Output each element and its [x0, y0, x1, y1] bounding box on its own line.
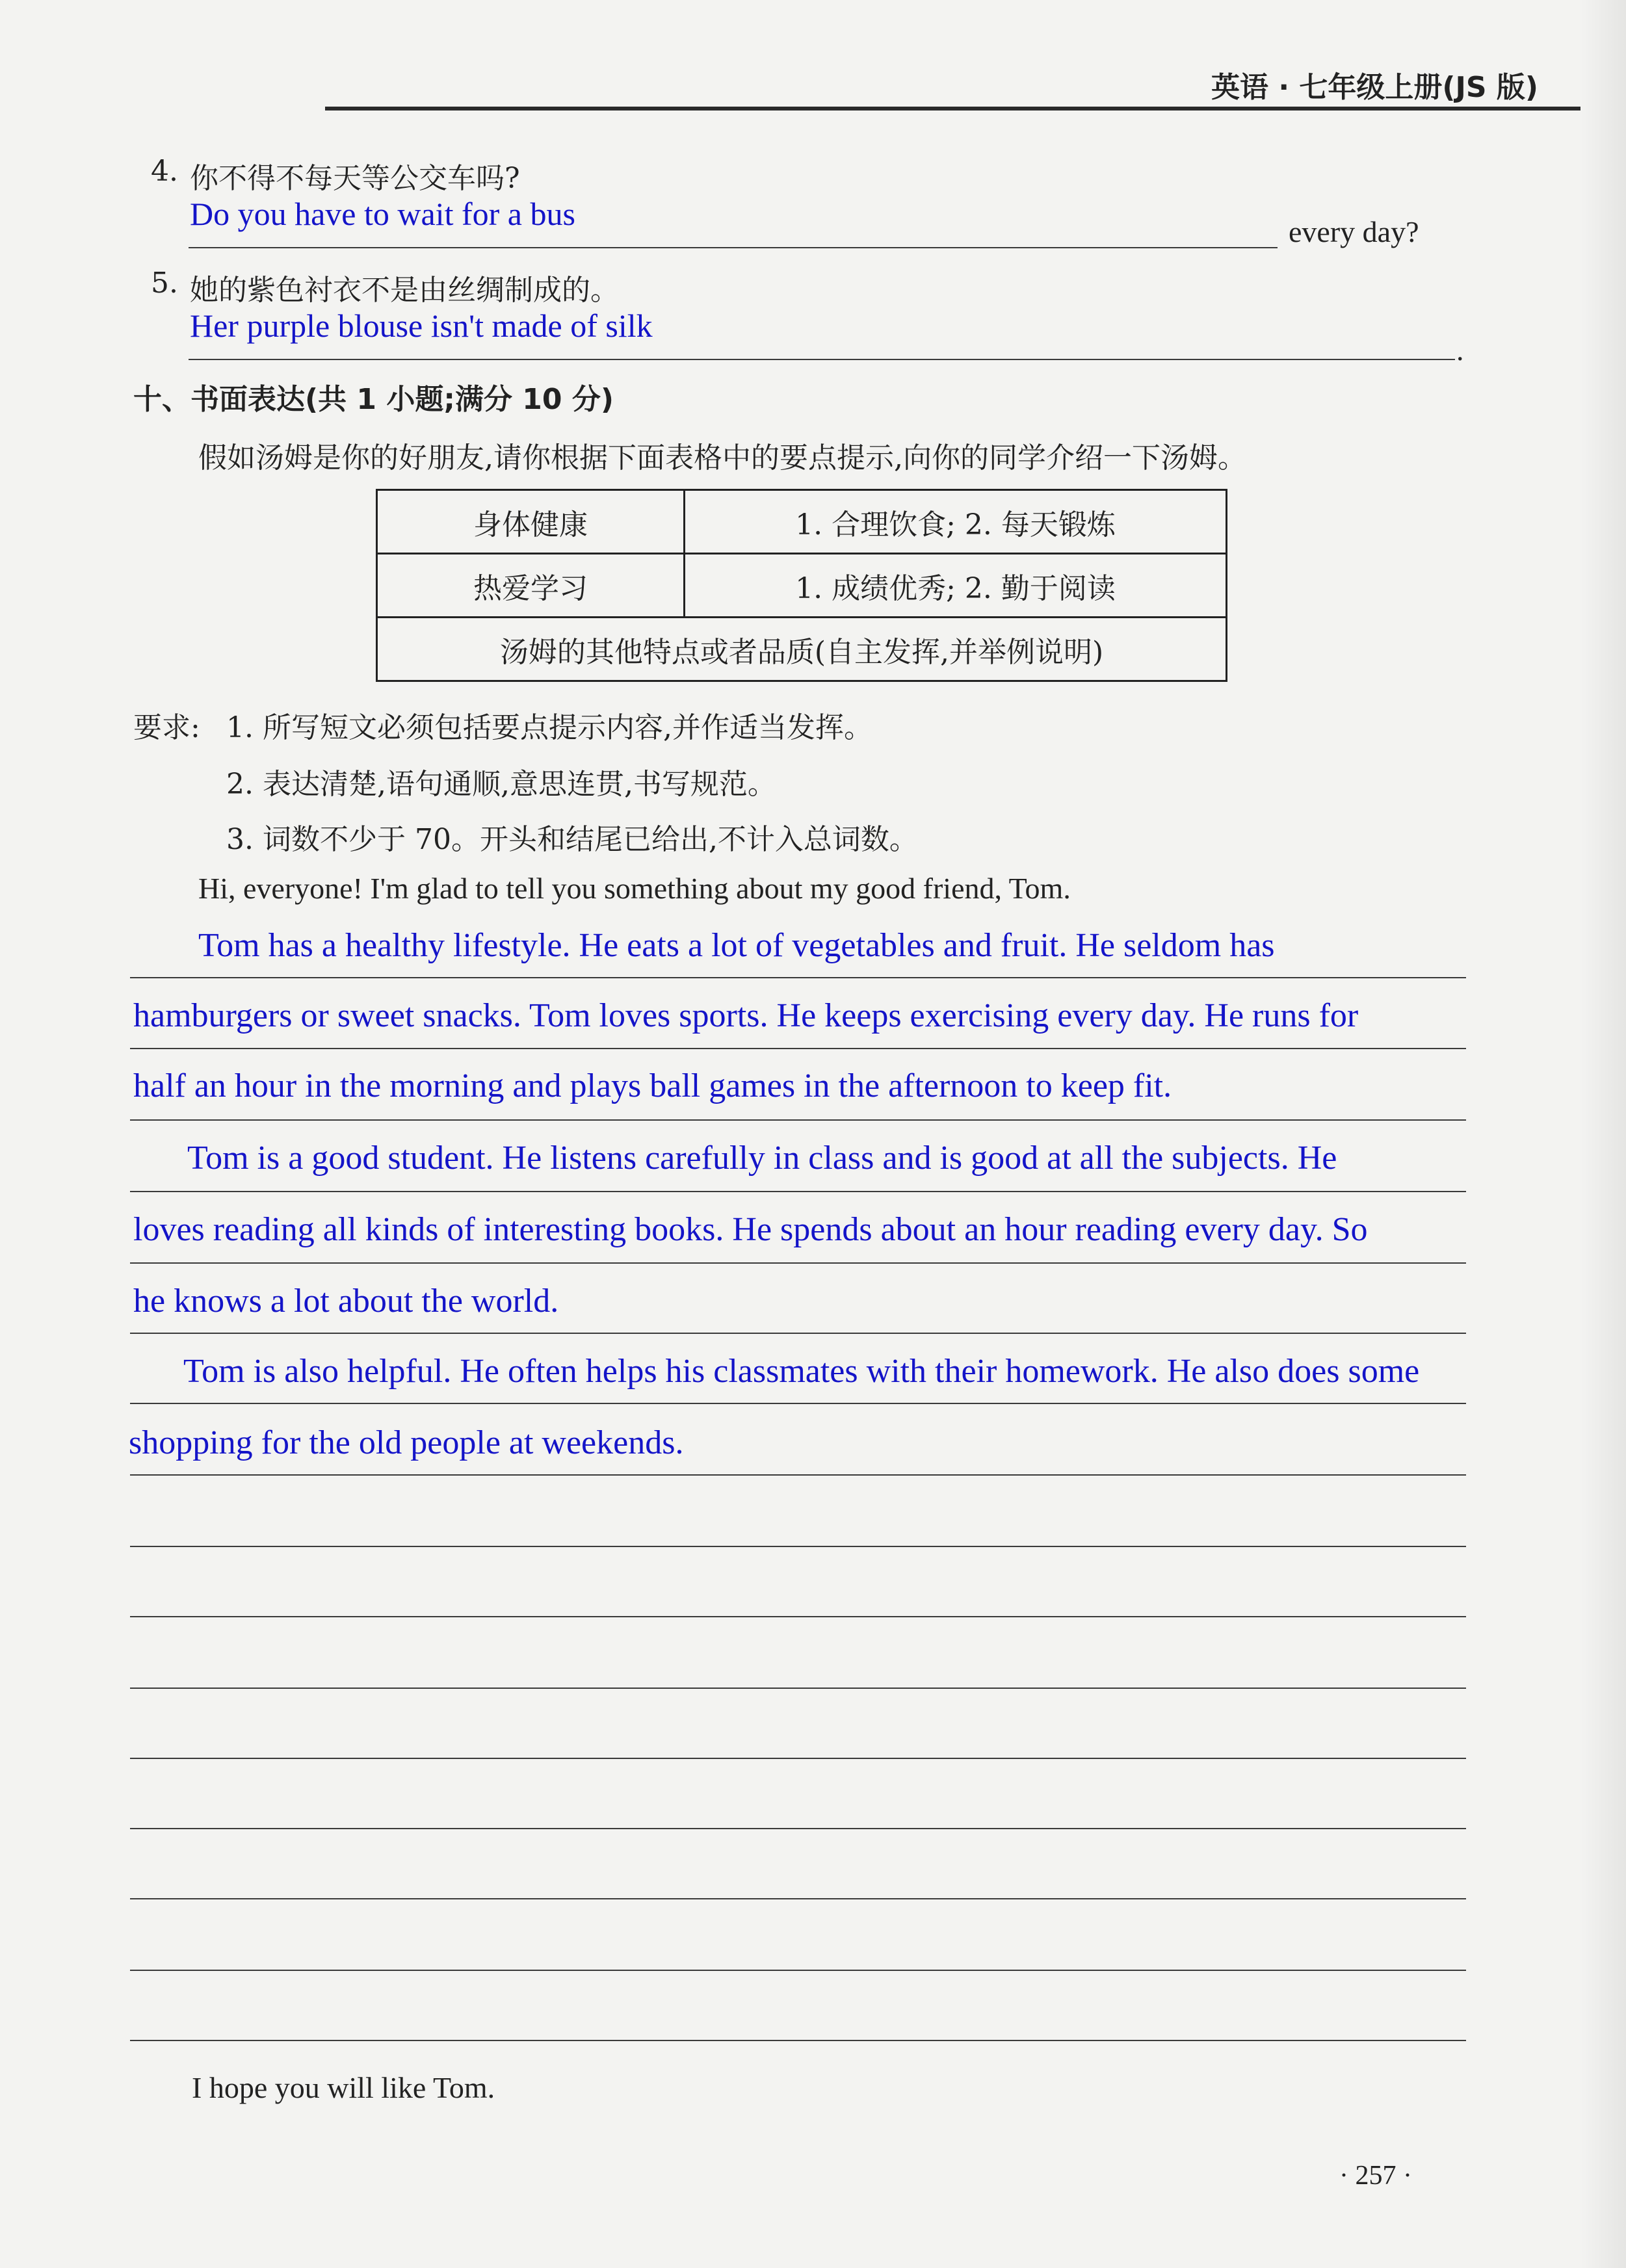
q4-suffix: every day? — [1289, 215, 1419, 248]
tips-points-cell: 1. 合理饮食; 2. 每天锻炼 — [685, 490, 1227, 554]
writing-line — [130, 977, 1466, 978]
writing-line — [130, 1191, 1466, 1192]
page-edge-shadow — [1580, 0, 1626, 2268]
q5-prompt: 她的紫色衬衣不是由丝绸制成的。 — [190, 274, 619, 307]
tips-free-cell: 汤姆的其他特点或者品质(自主发挥,并举例说明) — [377, 618, 1227, 681]
essay-closing: I hope you will like Tom. — [192, 2071, 495, 2104]
writing-line — [130, 1970, 1466, 1971]
writing-line — [130, 1546, 1466, 1547]
header-title: 英语 · 七年级上册(JS 版) — [1211, 71, 1538, 104]
essay-line: Tom is also helpful. He often helps his classmates with their homework. He also does some — [183, 1353, 1420, 1390]
writing-line — [130, 1333, 1466, 1334]
tips-points-cell: 1. 成绩优秀; 2. 勤于阅读 — [685, 554, 1227, 618]
essay-line: he knows a lot about the world. — [133, 1283, 559, 1320]
q4-answer-line — [189, 247, 1278, 248]
tips-row — [377, 554, 1227, 618]
essay-line: Tom is a good student. He listens carefully in class and is good at all the subjects. He — [187, 1140, 1337, 1177]
section-intro: 假如汤姆是你的好朋友,请你根据下面表格中的要点提示,向你的同学介绍一下汤姆。 — [198, 441, 1246, 475]
writing-line — [130, 2040, 1466, 2041]
q4-prompt: 你不得不每天等公交车吗? — [190, 162, 520, 195]
tips-topic-cell: 热爱学习 — [377, 554, 685, 618]
essay-line: shopping for the old people at weekends. — [129, 1424, 684, 1461]
essay-line: Tom has a healthy lifestyle. He eats a lot of vegetables and fruit. He seldom has — [198, 927, 1275, 964]
q4-answer: Do you have to wait for a bus — [190, 196, 575, 232]
writing-line — [130, 1828, 1466, 1829]
writing-line — [130, 1688, 1466, 1689]
q5-suffix: . — [1456, 333, 1464, 367]
requirement-2: 2. 表达清楚,语句通顺,意思连贯,书写规范。 — [226, 768, 776, 801]
writing-line — [130, 1048, 1466, 1049]
q5-answer: Her purple blouse isn't made of silk — [190, 307, 653, 344]
writing-line — [130, 1474, 1466, 1476]
section-title: 十、书面表达(共 1 小题;满分 10 分) — [133, 383, 614, 416]
q4-label: 4. — [151, 155, 178, 188]
essay-opening: Hi, everyone! I'm glad to tell you something about my good friend, Tom. — [198, 872, 1071, 905]
requirement-3: 3. 词数不少于 70。开头和结尾已给出,不计入总词数。 — [226, 823, 918, 856]
writing-line — [130, 1262, 1466, 1264]
tips-row — [377, 618, 1227, 681]
essay-line: half an hour in the morning and plays ball games in the afternoon to keep fit. — [133, 1067, 1172, 1104]
essay-line: hamburgers or sweet snacks. Tom loves sports. He keeps exercising every day. He runs for — [133, 997, 1359, 1034]
header-rule — [325, 107, 1580, 111]
writing-line — [130, 1119, 1466, 1121]
requirements-label: 要求: — [133, 711, 200, 744]
tips-row — [377, 490, 1227, 554]
requirement-1: 1. 所写短文必须包括要点提示内容,并作适当发挥。 — [226, 711, 872, 744]
tips-topic-cell: 身体健康 — [377, 490, 685, 554]
tips-table — [376, 489, 1227, 682]
q5-answer-line — [189, 359, 1455, 360]
writing-line — [130, 1758, 1466, 1759]
essay-line: loves reading all kinds of interesting books. He spends about an hour reading every day. So — [133, 1211, 1368, 1248]
writing-line — [130, 1616, 1466, 1617]
page-number: · 257 · — [1339, 2161, 1412, 2191]
q5-label: 5. — [151, 267, 178, 300]
writing-line — [130, 1898, 1466, 1899]
writing-line — [130, 1403, 1466, 1404]
